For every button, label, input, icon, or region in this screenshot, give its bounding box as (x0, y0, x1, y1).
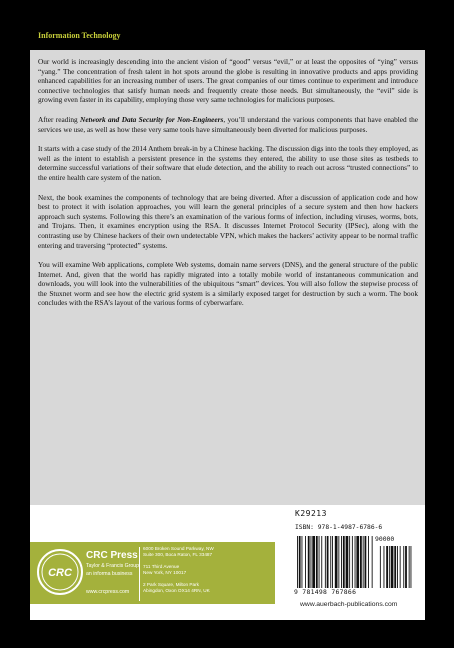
publisher-website: www.crcpress.com (86, 589, 130, 595)
product-code: K29213 (295, 509, 327, 518)
back-cover-blurb-panel (30, 50, 425, 505)
blurb-paragraph-1: Our world is increasingly descending into the ancient vision of “good” versus “evil,” or at least the opposites of “ying” versus “yang.” The concentration of fresh talent in hot spots around the globe is resulting in innovative products and apps providing enhanced capabilities for an increasing number of users. The great companies of our times continue to experiment and introduce connective technologies that satisfy human needs and frequently create those needs. But simultaneously, the “evil” side is growing even faster in its capability, employing those very same technologies for malicious purposes. (38, 57, 418, 105)
back-cover-footer (30, 505, 425, 620)
address-boca-raton: 6000 Broken Sound Parkway, NW Suite 300, Boca Raton, FL 33487 (143, 546, 214, 558)
publisher-site-url: www.auerbach-publications.com (300, 601, 398, 608)
p2-lead: After reading (38, 114, 81, 124)
publisher-band (30, 542, 275, 604)
publisher-name: CRC Press (86, 550, 138, 561)
publisher-business: an informa business (86, 571, 133, 577)
publisher-divider (139, 547, 140, 601)
blurb-paragraph-2 (38, 115, 418, 134)
blurb-paragraph-5: You will examine Web applications, complete Web systems, domain name servers (DNS), and the general structure of the public Internet. And, given that the world has rapidly migrated into a totally mobile world of instantaneous communication and downloads, you will look into the vulnerabilities of the ubiquitous “smart” devices. You will also follow the stepwise process of the Stuxnet worm and see how the electric grid system is a similarly exposed target for destruction by such a worm. The book concludes with the RSA’s layout of the various forms of cyberwarfare. (38, 260, 418, 308)
blurb-paragraph-4: Next, the book examines the components of technology that are being diverted. After a discussion of application code and how best to protect it with isolation approaches, you will learn the general principles of a secure system and then how hackers approach such systems. Following this there’s an examination of the various forms of infection, including viruses, worms, bots, and Trojans. Then, it examines encryption using the RSA. It discusses Internet Protocol Security (IPSec), along with the contrasting use by Chinese hackers of their own undetectable VPN, which makes the hackers’ activity appear to be normal traffic entering and traversing “protected” systems. (38, 192, 418, 250)
crc-logo-text: CRC (48, 567, 72, 579)
address-abingdon: 2 Park Square, Milton Park Abingdon, Oxon OX14 4RN, UK (143, 582, 210, 594)
price-code: 90000 (375, 535, 395, 543)
category-label: Information Technology (38, 31, 121, 40)
barcode-number: 9 781498 767866 (294, 588, 357, 596)
p2-rest: , you’ll understand the various components that have enabled the services we use, as well as how these very same tools have simultaneously been diverted for malicious purposes. (38, 114, 418, 134)
publisher-group: Taylor & Francis Group (86, 563, 140, 569)
book-title: Network and Data Security for Non-Engineers (80, 114, 224, 124)
isbn-number: ISBN: 978-1-4987-6786-6 (295, 524, 383, 531)
crc-logo-icon (35, 547, 85, 597)
barcode (295, 536, 415, 588)
blurb-paragraph-3: It starts with a case study of the 2014 Anthem break-in by a Chinese hacking. The discussion digs into the tools they employed, as well as the intent to establish a persistent presence in the systems they entered, the ability to use those sites as testbeds to determine successful variations of their software that elude detection, and the ability to reach out across “trusted connections” to the entire health care system of the nation. (38, 144, 418, 182)
blurb-text (38, 57, 418, 318)
address-new-york: 711 Third Avenue New York, NY 10017 (143, 564, 187, 576)
